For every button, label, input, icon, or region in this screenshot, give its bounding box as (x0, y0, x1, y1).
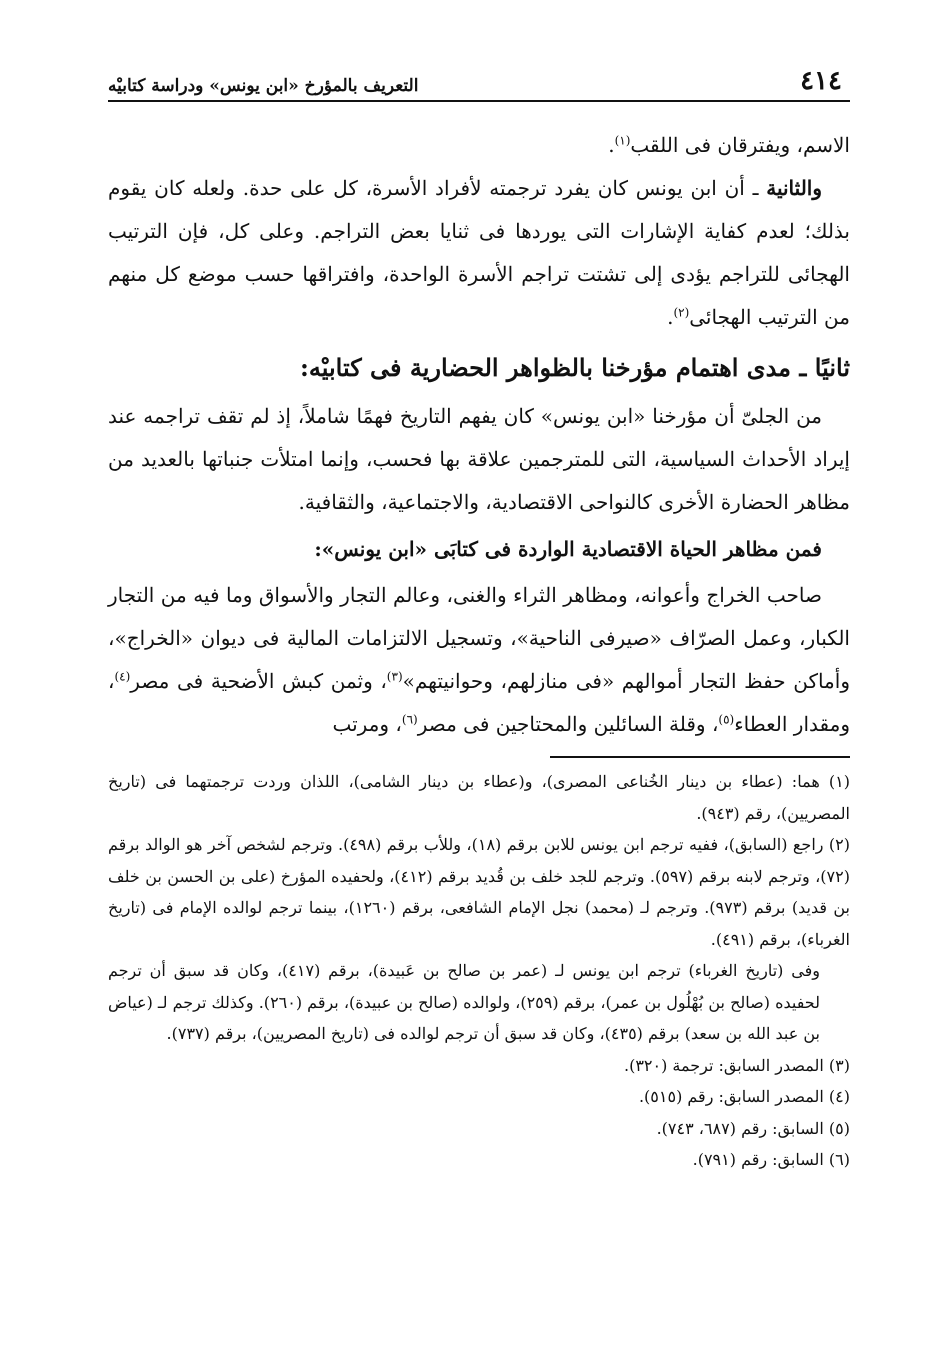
footnote-ref-3: (٣) (386, 669, 403, 684)
sub-heading: فمن مظاهر الحياة الاقتصادية الواردة فى كتابَى «ابن يونس»: (314, 537, 822, 561)
running-title: التعريف بالمؤرخ «ابن يونس» ودراسة كتابيْه (108, 76, 419, 96)
footnote-3: (٣) المصدر السابق: ترجمة (٣٢٠). (623, 1055, 850, 1075)
footnote-2-continued: وفى (تاريخ الغرباء) ترجم ابن يونس لـ (عمر بن صالح بن عَبيدة)، برقم (٤١٧)، وكان قد سبق أن ترجم لحفيده (صالح بن بُهْلُول بن عمر)، برقم (٢٥٩)، ولوالده (صالح بن عبيدة)، برقم (٢٦٠). وكذلك ترجم لـ (عياض بن عبد الله بن سعد) برقم (٤٣٥)، وكان قد سبق أن ترجم لوالده فى (تاريخ المصريين)، برقم (٧٣٧). (108, 961, 821, 1043)
footnote-ref-5: (٥) (718, 712, 735, 727)
footnote-ref-6: (٦) (401, 712, 418, 727)
paragraph-1: الاسم، ويفترقان فى اللقب$^{(١)}$. (608, 133, 850, 157)
footnote-ref-4: (٤) (114, 669, 131, 684)
footnote-5: (٥) السابق: رقم (٦٨٧، ٧٤٣). (656, 1118, 850, 1138)
document-page (108, 58, 850, 1176)
footnote-4: (٤) المصدر السابق: رقم (٥١٥). (638, 1087, 850, 1106)
footnote-divider (550, 756, 850, 758)
paragraph-2-lead: والثانية (766, 176, 822, 200)
footnote-2: (٢) راجع (السابق)، ففيه ترجم ابن يونس للابن برقم (١٨)، وللأب برقم (٤٩٨). وترجم لشخص آخر هو الوالد برقم (٧٢)، وترجم لابنه برقم (٥٩٧). وترجم للجد خلف بن قُديد برقم (٤١٢)، ولحفيده المؤرخ (على بن الحسن بن خلف بن قديد) برقم (٩٧٣). وترجم لـ (محمد) نجل الإمام الشافعى، برقم (١٢٦٠)، بينما ترجم لوالده الإمام فى (تاريخ الغرباء)، برقم (٤٩١). (108, 835, 851, 949)
page-header (108, 58, 850, 102)
paragraph-2: والثانية ـ أن ابن يونس كان يفرد ترجمته لأفراد الأسرة، كل على حدة. ولعله كان يقوم بذلك؛ لعدم كفاية الإشارات التى يوردها فى ثنايا بعض التراجم. وعلى كل، فإن الترتيب الهجائى للتراجم يؤدى إلى تشتت تراجم الأسرة الواحدة، وافتراقها حسب موضع كل منهم من الترتيب الهجائى$^{(٢)}$. (108, 176, 850, 329)
footnote-ref-2: (٢) (673, 305, 690, 320)
page-number: ٤١٤ (800, 66, 842, 96)
section-heading: ثانيًا ـ مدى اهتمام مؤرخنا بالظواهر الحضارية فى كتابيْه: (300, 353, 850, 382)
footnote-1: (١) هما: (عطاء بن دينار الخُناعى المصرى)، و(عطاء بن دينار الشامى)، اللذان وردت ترجمتهما فى (تاريخ المصريين)، رقم (٩٤٣). (108, 772, 851, 823)
paragraph-4: صاحب الخراج وأعوانه، ومظاهر الثراء والغنى، وعالم التجار والأسواق وما فيه من التجار الكبار، وعمل الصرّاف «صيرفى الناحية»، وتسجيل الالتزامات المالية فى ديوان «الخراج»، وأماكن حفظ التجار أموالهم «فى منازلهم، وحوانيتهم»$^{(٣)}$، وثمن كبش الأضحية فى مصر$^{(٤)}$، ومقدار العطاء$^{(٥)}$، وقلة السائلين والمحتاجين فى مصر$^{(٦)}$، ومرتب (108, 583, 850, 736)
footnote-6: (٦) السابق: رقم (٧٩١). (692, 1150, 850, 1169)
main-text (108, 124, 850, 746)
footnotes (108, 766, 850, 1176)
footnote-ref-1: (١) (614, 133, 631, 148)
paragraph-3: من الجلىّ أن مؤرخنا «ابن يونس» كان يفهم التاريخ فهمًا شاملاً، إذ لم تقف تراجمه عند إيراد الأحداث السياسية، التى للمترجمين علاقة بها فحسب، وإنما امتلأت جنباتها بالعديد من مظاهر الحضارة الأخرى كالنواحى الاقتصادية، والاجتماعية، والثقافية. (108, 404, 850, 514)
